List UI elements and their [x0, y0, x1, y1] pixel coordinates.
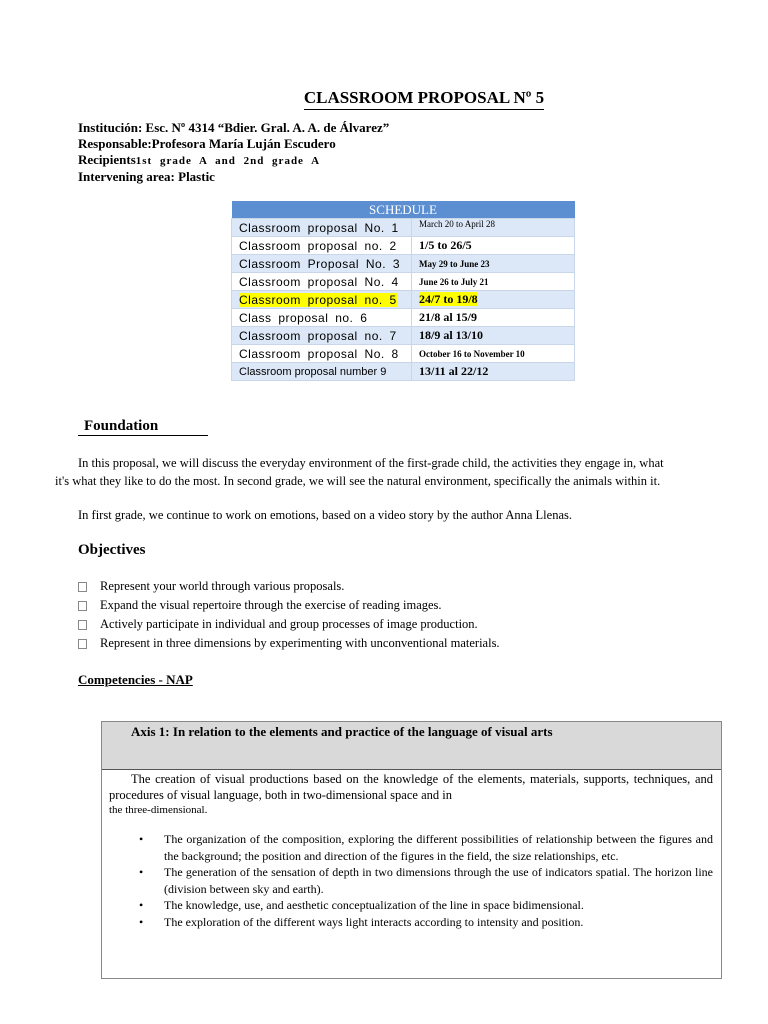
- axis-bullet-list: [109, 831, 713, 930]
- proposal-cell: [232, 291, 412, 309]
- objective-text: Represent your world through various proposals.: [100, 579, 345, 593]
- dates-cell: June 26 to July 21: [412, 273, 575, 291]
- competencies-heading: Competencies - NAP: [78, 672, 193, 687]
- proposal-cell: Classroom proposal No. 8: [232, 345, 412, 363]
- list-item: [109, 864, 713, 897]
- axis-bullet-text: The generation of the sensation of depth in two dimensions through the use of indicators spatial. The horizon line (division between sky and earth).: [164, 865, 713, 896]
- proposal-cell: Classroom proposal number 9: [232, 363, 412, 381]
- dates-cell: October 16 to November 10: [412, 345, 575, 363]
- list-item: [78, 636, 500, 655]
- checkbox-icon: [78, 582, 87, 592]
- dates-cell-text: 24/7 to 19/8: [419, 292, 478, 306]
- axis-box: [101, 721, 722, 979]
- checkbox-icon: [78, 639, 87, 649]
- axis-bullet-text: The exploration of the different ways light interacts according to intensity and position.: [164, 914, 584, 929]
- schedule-row: [232, 345, 575, 363]
- list-item: [109, 897, 713, 914]
- axis-lead-end: the three-dimensional.: [109, 804, 208, 816]
- bullet-icon: •: [139, 914, 144, 929]
- proposal-cell: Classroom proposal no. 2: [232, 237, 412, 255]
- schedule-row: [232, 255, 575, 273]
- list-item: [78, 598, 500, 617]
- objective-text: Expand the visual repertoire through the exercise of reading images.: [100, 598, 442, 612]
- document-title-text: CLASSROOM PROPOSAL Nº 5: [304, 88, 544, 110]
- objectives-heading: Objectives: [78, 542, 146, 558]
- dates-cell: 13/11 al 22/12: [412, 363, 575, 381]
- schedule-row: [232, 237, 575, 255]
- foundation-paragraph-line-2: it's what they like to do the most. In second grade, we will see the natural environment, specifically the animals within it.: [55, 474, 661, 488]
- proposal-cell: Classroom proposal No. 1: [232, 219, 412, 237]
- schedule-row: [232, 273, 575, 291]
- proposal-cell: Classroom proposal No. 4: [232, 273, 412, 291]
- axis-heading: Axis 1: In relation to the elements and practice of the language of visual arts: [102, 722, 721, 770]
- proposal-cell: Class proposal no. 6: [232, 309, 412, 327]
- objective-text: Actively participate in individual and group processes of image production.: [100, 617, 478, 631]
- dates-cell: [412, 291, 575, 309]
- dates-cell: March 20 to April 28: [412, 219, 575, 237]
- recipients-line: [78, 152, 320, 168]
- area-line: Intervening area: Plastic: [78, 169, 215, 184]
- schedule-row: [232, 363, 575, 381]
- dates-cell: May 29 to June 23: [412, 255, 575, 273]
- bullet-icon: •: [139, 898, 144, 912]
- axis-body: [102, 771, 721, 930]
- schedule-row-highlighted: [232, 291, 575, 309]
- list-item: [78, 579, 500, 598]
- objectives-list: [78, 579, 500, 655]
- list-item: [109, 914, 713, 931]
- axis-bullet-text: The organization of the composition, exploring the different possibilities of relationship between the figures and the background; the position and direction of the figures in the field, the size relationships, etc.: [164, 832, 713, 863]
- proposal-cell: Classroom proposal no. 7: [232, 327, 412, 345]
- document-title: [0, 88, 768, 110]
- schedule-table: [231, 201, 575, 381]
- schedule-row: [232, 309, 575, 327]
- list-item: [78, 617, 500, 636]
- schedule-header: SCHEDULE: [232, 201, 575, 219]
- proposal-cell: Classroom Proposal No. 3: [232, 255, 412, 273]
- foundation-heading: Foundation: [78, 418, 208, 436]
- list-item: [109, 831, 713, 864]
- checkbox-icon: [78, 620, 87, 630]
- bullet-icon: •: [139, 865, 144, 879]
- foundation-paragraph-line-1: In this proposal, we will discuss the everyday environment of the first-grade child, the activities they engage in, what: [78, 456, 664, 470]
- checkbox-icon: [78, 601, 87, 611]
- foundation-paragraph-2: In first grade, we continue to work on emotions, based on a video story by the author Anna Llenas.: [78, 508, 572, 522]
- dates-cell: 1/5 to 26/5: [412, 237, 575, 255]
- schedule-row: [232, 219, 575, 237]
- recipients-value: 1st grade A and 2nd grade A: [135, 155, 321, 167]
- axis-lead-text: The creation of visual productions based on the knowledge of the elements, materials, supports, techniques, and procedures of visual language, both in two-dimensional space and in: [109, 772, 713, 802]
- dates-cell: 18/9 al 13/10: [412, 327, 575, 345]
- axis-bullet-text: The knowledge, use, and aesthetic conceptualization of the line in space bidimensional.: [164, 898, 584, 912]
- recipients-label: Recipients: [78, 152, 136, 167]
- objective-text: Represent in three dimensions by experimenting with unconventional materials.: [100, 636, 500, 650]
- proposal-cell-text: Classroom proposal no. 5: [239, 292, 397, 307]
- bullet-icon: •: [139, 832, 144, 846]
- dates-cell: 21/8 al 15/9: [412, 309, 575, 327]
- schedule-row: [232, 327, 575, 345]
- responsible-line: Responsable:Profesora María Luján Escudero: [78, 136, 336, 151]
- institution-line: Institución: Esc. Nº 4314 “Bdier. Gral. A. A. de Álvarez”: [78, 120, 390, 135]
